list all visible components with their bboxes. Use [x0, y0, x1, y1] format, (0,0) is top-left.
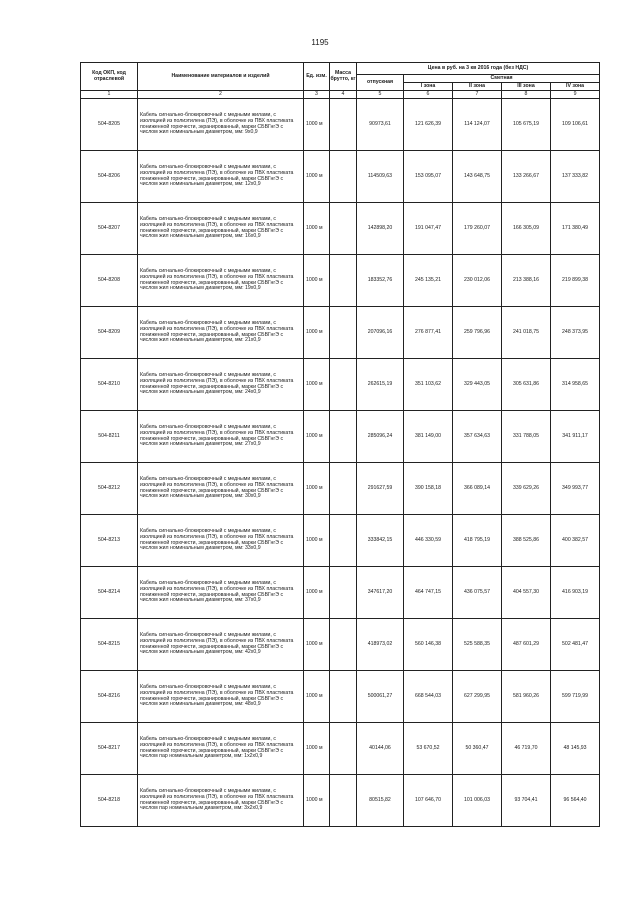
- header-zone-3: III зона: [502, 83, 551, 91]
- price-table: [80, 62, 600, 827]
- mass-cell: [330, 619, 357, 671]
- release-price: 262615,19: [357, 359, 404, 411]
- zone-1-price: 107 646,70: [404, 775, 453, 827]
- page-number: 1195: [311, 38, 329, 47]
- zone-3-price: 241 018,75: [502, 307, 551, 359]
- unit-cell: 1000 м: [304, 307, 330, 359]
- zone-4-price: 502 481,47: [551, 619, 600, 671]
- zone-4-price: 248 373,95: [551, 307, 600, 359]
- table-row: [81, 151, 600, 203]
- product-name: Кабель сигнально-блокировочный с медными жилами, с изоляцией из полиэтилена (ПЭ), в оболочке из ПВХ пластиката пониженной горючести, экранированный, марки СБВГнгЭ с числом жил номинальным диаметром, мм: 24х0,9: [138, 359, 304, 411]
- zone-2-price: 436 075,57: [453, 567, 502, 619]
- header-zone-2: II зона: [453, 83, 502, 91]
- release-price: 347617,20: [357, 567, 404, 619]
- column-number: 3: [304, 91, 330, 99]
- zone-2-price: 114 124,07: [453, 99, 502, 151]
- release-price: 183352,76: [357, 255, 404, 307]
- product-name: Кабель сигнально-блокировочный с медными жилами, с изоляцией из полиэтилена (ПЭ), в оболочке из ПВХ пластиката пониженной горючести, экранированный, марки СБВГнгЭ с числом пар номинальным диаметром, мм: 1х2х0,9: [138, 723, 304, 775]
- zone-2-price: 101 006,03: [453, 775, 502, 827]
- table-row: [81, 99, 600, 151]
- zone-4-price: 599 719,99: [551, 671, 600, 723]
- release-price: 418973,02: [357, 619, 404, 671]
- unit-cell: 1000 м: [304, 619, 330, 671]
- table-row: [81, 723, 600, 775]
- product-code: 504-8207: [81, 203, 138, 255]
- table-row: [81, 463, 600, 515]
- column-number: 4: [330, 91, 357, 99]
- release-price: 90973,61: [357, 99, 404, 151]
- zone-2-price: 627 299,95: [453, 671, 502, 723]
- table-row: [81, 775, 600, 827]
- product-name: Кабель сигнально-блокировочный с медными жилами, с изоляцией из полиэтилена (ПЭ), в оболочке из ПВХ пластиката пониженной горючести, экранированный, марки СБВГнгЭ с числом пар номинальным диаметром, мм: 3х2х0,9: [138, 775, 304, 827]
- table-row: [81, 567, 600, 619]
- unit-cell: 1000 м: [304, 775, 330, 827]
- product-name: Кабель сигнально-блокировочный с медными жилами, с изоляцией из полиэтилена (ПЭ), в оболочке из ПВХ пластиката пониженной горючести, экранированный, марки СБВГнгЭ с числом жил номинальным диаметром, мм: 9х0,9: [138, 99, 304, 151]
- product-name: Кабель сигнально-блокировочный с медными жилами, с изоляцией из полиэтилена (ПЭ), в оболочке из ПВХ пластиката пониженной горючести, экранированный, марки СБВГнгЭ с числом жил номинальным диаметром, мм: 30х0,9: [138, 463, 304, 515]
- zone-3-price: 404 557,30: [502, 567, 551, 619]
- unit-cell: 1000 м: [304, 255, 330, 307]
- column-number: 1: [81, 91, 138, 99]
- release-price: 291627,59: [357, 463, 404, 515]
- zone-1-price: 276 877,41: [404, 307, 453, 359]
- unit-cell: 1000 м: [304, 463, 330, 515]
- product-name: Кабель сигнально-блокировочный с медными жилами, с изоляцией из полиэтилена (ПЭ), в оболочке из ПВХ пластиката пониженной горючести, экранированный, марки СБВГнгЭ с числом жил номинальным диаметром, мм: 37х0,9: [138, 567, 304, 619]
- product-code: 504-8210: [81, 359, 138, 411]
- unit-cell: 1000 м: [304, 359, 330, 411]
- table-row: [81, 619, 600, 671]
- zone-1-price: 245 135,21: [404, 255, 453, 307]
- product-code: 504-8208: [81, 255, 138, 307]
- zone-3-price: 305 631,86: [502, 359, 551, 411]
- zone-3-price: 213 388,16: [502, 255, 551, 307]
- zone-4-price: 219 899,38: [551, 255, 600, 307]
- zone-3-price: 339 629,26: [502, 463, 551, 515]
- zone-1-price: 191 047,47: [404, 203, 453, 255]
- release-price: 40144,06: [357, 723, 404, 775]
- zone-2-price: 179 260,07: [453, 203, 502, 255]
- mass-cell: [330, 307, 357, 359]
- mass-cell: [330, 567, 357, 619]
- zone-3-price: 331 788,05: [502, 411, 551, 463]
- table-row: [81, 307, 600, 359]
- product-name: Кабель сигнально-блокировочный с медными жилами, с изоляцией из полиэтилена (ПЭ), в оболочке из ПВХ пластиката пониженной горючести, экранированный, марки СБВГнгЭ с числом жил номинальным диаметром, мм: 48х0,9: [138, 671, 304, 723]
- header-mass: Масса брутто, кг: [330, 63, 357, 91]
- zone-4-price: 48 145,93: [551, 723, 600, 775]
- zone-2-price: 230 012,06: [453, 255, 502, 307]
- zone-2-price: 329 443,05: [453, 359, 502, 411]
- header-price-title: Цена в руб. на 3 кв 2016 года (без НДС): [357, 63, 600, 75]
- product-code: 504-8205: [81, 99, 138, 151]
- zone-4-price: 171 380,49: [551, 203, 600, 255]
- table-row: [81, 359, 600, 411]
- zone-2-price: 357 634,63: [453, 411, 502, 463]
- zone-3-price: 487 601,29: [502, 619, 551, 671]
- mass-cell: [330, 411, 357, 463]
- zone-4-price: 416 903,19: [551, 567, 600, 619]
- unit-cell: 1000 м: [304, 151, 330, 203]
- mass-cell: [330, 359, 357, 411]
- mass-cell: [330, 723, 357, 775]
- header-name: Наименование материалов и изделий: [138, 63, 304, 91]
- header-code: Код ОКП, код отраслевой: [81, 63, 138, 91]
- product-name: Кабель сигнально-блокировочный с медными жилами, с изоляцией из полиэтилена (ПЭ), в оболочке из ПВХ пластиката пониженной горючести, экранированный, марки СБВГнгЭ с числом жил номинальным диаметром, мм: 19х0,9: [138, 255, 304, 307]
- zone-1-price: 390 158,18: [404, 463, 453, 515]
- product-code: 504-8218: [81, 775, 138, 827]
- zone-4-price: 349 993,77: [551, 463, 600, 515]
- zone-2-price: 525 588,35: [453, 619, 502, 671]
- unit-cell: 1000 м: [304, 567, 330, 619]
- release-price: 500061,27: [357, 671, 404, 723]
- release-price: 333842,15: [357, 515, 404, 567]
- header-estimate: Сметная: [404, 75, 600, 83]
- zone-1-price: 668 544,03: [404, 671, 453, 723]
- product-code: 504-8217: [81, 723, 138, 775]
- zone-2-price: 50 360,47: [453, 723, 502, 775]
- release-price: 207096,16: [357, 307, 404, 359]
- mass-cell: [330, 255, 357, 307]
- mass-cell: [330, 151, 357, 203]
- product-name: Кабель сигнально-блокировочный с медными жилами, с изоляцией из полиэтилена (ПЭ), в оболочке из ПВХ пластиката пониженной горючести, экранированный, марки СБВГнгЭ с числом жил номинальным диаметром, мм: 16х0,9: [138, 203, 304, 255]
- zone-1-price: 381 149,00: [404, 411, 453, 463]
- zone-1-price: 53 670,52: [404, 723, 453, 775]
- product-code: 504-8215: [81, 619, 138, 671]
- zone-2-price: 418 795,19: [453, 515, 502, 567]
- column-number: 7: [453, 91, 502, 99]
- product-name: Кабель сигнально-блокировочный с медными жилами, с изоляцией из полиэтилена (ПЭ), в оболочке из ПВХ пластиката пониженной горючести, экранированный, марки СБВГнгЭ с числом жил номинальным диаметром, мм: 33х0,9: [138, 515, 304, 567]
- zone-1-price: 153 095,07: [404, 151, 453, 203]
- mass-cell: [330, 775, 357, 827]
- zone-4-price: 96 564,40: [551, 775, 600, 827]
- mass-cell: [330, 671, 357, 723]
- release-price: 142898,20: [357, 203, 404, 255]
- mass-cell: [330, 203, 357, 255]
- column-number: 2: [138, 91, 304, 99]
- release-price: 80515,82: [357, 775, 404, 827]
- header-zone-1: I зона: [404, 83, 453, 91]
- product-code: 504-8213: [81, 515, 138, 567]
- unit-cell: 1000 м: [304, 411, 330, 463]
- zone-1-price: 464 747,15: [404, 567, 453, 619]
- zone-3-price: 93 704,41: [502, 775, 551, 827]
- zone-4-price: 341 911,17: [551, 411, 600, 463]
- zone-3-price: 166 305,09: [502, 203, 551, 255]
- product-name: Кабель сигнально-блокировочный с медными жилами, с изоляцией из полиэтилена (ПЭ), в оболочке из ПВХ пластиката пониженной горючести, экранированный, марки СБВГнгЭ с числом жил номинальным диаметром, мм: 42х0,9: [138, 619, 304, 671]
- product-name: Кабель сигнально-блокировочный с медными жилами, с изоляцией из полиэтилена (ПЭ), в оболочке из ПВХ пластиката пониженной горючести, экранированный, марки СБВГнгЭ с числом жил номинальным диаметром, мм: 21х0,9: [138, 307, 304, 359]
- zone-4-price: 400 382,57: [551, 515, 600, 567]
- product-code: 504-8214: [81, 567, 138, 619]
- unit-cell: 1000 м: [304, 723, 330, 775]
- zone-4-price: 137 333,82: [551, 151, 600, 203]
- release-price: 285096,24: [357, 411, 404, 463]
- mass-cell: [330, 99, 357, 151]
- zone-1-price: 121 626,39: [404, 99, 453, 151]
- mass-cell: [330, 463, 357, 515]
- zone-3-price: 46 719,70: [502, 723, 551, 775]
- zone-1-price: 560 146,38: [404, 619, 453, 671]
- unit-cell: 1000 м: [304, 99, 330, 151]
- product-code: 504-8209: [81, 307, 138, 359]
- zone-3-price: 133 266,67: [502, 151, 551, 203]
- unit-cell: 1000 м: [304, 515, 330, 567]
- zone-2-price: 143 648,75: [453, 151, 502, 203]
- column-number: 8: [502, 91, 551, 99]
- zone-3-price: 581 960,26: [502, 671, 551, 723]
- release-price: 114509,63: [357, 151, 404, 203]
- header-zone-4: IV зона: [551, 83, 600, 91]
- product-code: 504-8206: [81, 151, 138, 203]
- column-number-row: [81, 91, 600, 99]
- column-number: 5: [357, 91, 404, 99]
- unit-cell: 1000 м: [304, 203, 330, 255]
- product-code: 504-8211: [81, 411, 138, 463]
- product-code: 504-8216: [81, 671, 138, 723]
- header-unit: Ед. изм.: [304, 63, 330, 91]
- unit-cell: 1000 м: [304, 671, 330, 723]
- table-row: [81, 203, 600, 255]
- zone-2-price: 366 089,14: [453, 463, 502, 515]
- table-row: [81, 255, 600, 307]
- column-number: 9: [551, 91, 600, 99]
- column-number: 6: [404, 91, 453, 99]
- zone-1-price: 351 103,62: [404, 359, 453, 411]
- zone-4-price: 314 958,65: [551, 359, 600, 411]
- table-row: [81, 671, 600, 723]
- zone-3-price: 388 525,86: [502, 515, 551, 567]
- product-name: Кабель сигнально-блокировочный с медными жилами, с изоляцией из полиэтилена (ПЭ), в оболочке из ПВХ пластиката пониженной горючести, экранированный, марки СБВГнгЭ с числом жил номинальным диаметром, мм: 12х0,9: [138, 151, 304, 203]
- header-release: отпускная: [357, 75, 404, 91]
- table-row: [81, 515, 600, 567]
- table-row: [81, 411, 600, 463]
- zone-2-price: 259 796,96: [453, 307, 502, 359]
- zone-4-price: 109 106,61: [551, 99, 600, 151]
- zone-3-price: 105 675,19: [502, 99, 551, 151]
- mass-cell: [330, 515, 357, 567]
- zone-1-price: 446 330,59: [404, 515, 453, 567]
- product-code: 504-8212: [81, 463, 138, 515]
- product-name: Кабель сигнально-блокировочный с медными жилами, с изоляцией из полиэтилена (ПЭ), в оболочке из ПВХ пластиката пониженной горючести, экранированный, марки СБВГнгЭ с числом жил номинальным диаметром, мм: 27х0,9: [138, 411, 304, 463]
